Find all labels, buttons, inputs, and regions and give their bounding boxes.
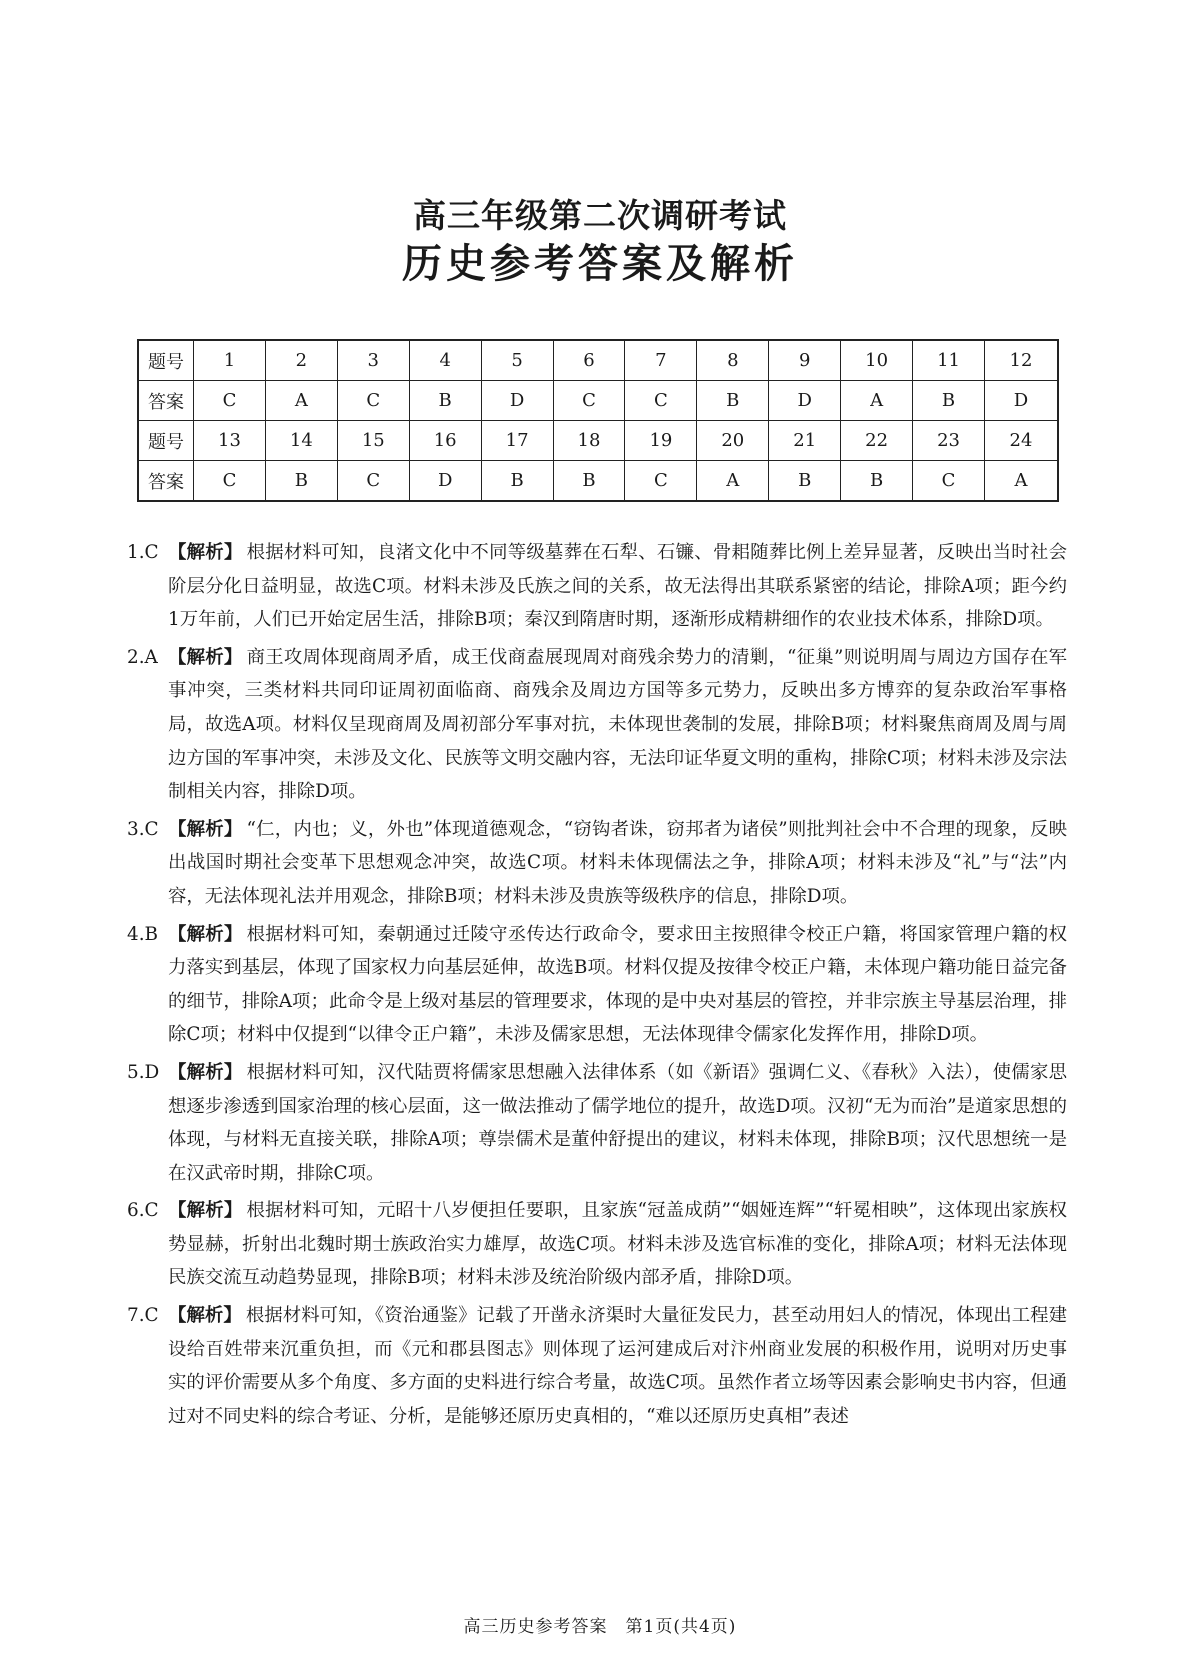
answer-table [137, 339, 1059, 502]
answer-cell: C [337, 381, 409, 421]
answer-cell: C [553, 381, 625, 421]
analysis-label: 【解析】 [168, 1200, 243, 1222]
item-number: 7.C [127, 1305, 159, 1327]
analysis-label: 【解析】 [168, 646, 243, 668]
item-text: 根据材料可知，秦朝通过迁陵守丞传达行政命令，要求田主按照律令校正户籍，将国家管理户籍的权力落实到基层，体现了国家权力向基层延伸，故选B项。材料仅提及按律令校正户籍，未体现户籍功能日益完备的细节，排除A项；此命令是上级对基层的管理要求，体现的是中央对基层的管控，并非宗族主导基层治理，排除C项；材料中仅提到“以律令正户籍”，未涉及儒家思想，无法体现律令儒家化发挥作用，排除D项。 [168, 923, 1067, 1046]
analysis-item [127, 641, 1067, 809]
item-text: 根据材料可知，《资治通鉴》记载了开凿永济渠时大量征发民力，甚至动用妇人的情况，体现出工程建设给百姓带来沉重负担，而《元和郡县图志》则体现了运河建成后对汴州商业发展的积极作用，说明对历史事实的评价需要从多个角度、多方面的史料进行综合考量，故选C项。虽然作者立场等因素会影响史书内容，但通过对不同史料的综合考证、分析，是能够还原历史真相的，“难以还原历史真相”表述 [168, 1305, 1067, 1427]
document-subtitle: 历史参考答案及解析 [402, 240, 798, 287]
exam-title: 高三年级第二次调研考试 [413, 196, 787, 235]
answer-cell: A [841, 381, 913, 421]
page-footer: 高三历史参考答案 第1页(共4页) [463, 1617, 737, 1637]
answer-cell: D [984, 381, 1058, 421]
answer-cell: A [697, 461, 769, 502]
question-number-cell: 1 [194, 340, 266, 381]
question-number-cell: 15 [337, 421, 409, 461]
analysis-label: 【解析】 [168, 1305, 242, 1327]
question-number-cell: 22 [841, 421, 913, 461]
answer-cell: D [481, 381, 553, 421]
table-row-answers [138, 381, 1058, 421]
question-number-cell: 7 [625, 340, 697, 381]
answer-cell: A [984, 461, 1058, 502]
question-number-cell: 8 [697, 340, 769, 381]
row-label: 题号 [138, 421, 194, 461]
answer-cell: D [409, 461, 481, 502]
answer-cell: C [337, 461, 409, 502]
analysis-item [127, 536, 1067, 637]
question-number-cell: 3 [337, 340, 409, 381]
answer-cell: B [769, 461, 841, 502]
analysis-label: 【解析】 [168, 542, 243, 563]
question-number-cell: 24 [984, 421, 1058, 461]
row-label: 答案 [138, 461, 194, 502]
item-text: “仁，内也；义，外也”体现道德观念，“窃钩者诛，窃邦者为诸侯”则批判社会中不合理的现象，反映出战国时期社会变革下思想观念冲突，故选C项。材料未体现儒法之争，排除A项；材料未涉及“礼”与“法”内容，无法体现礼法并用观念，排除B项；材料未涉及贵族等级秩序的信息，排除D项。 [168, 818, 1067, 907]
answer-cell: B [409, 381, 481, 421]
analysis-label: 【解析】 [168, 818, 243, 840]
question-number-cell: 4 [409, 340, 481, 381]
answer-cell: A [265, 381, 337, 421]
item-text: 商王攻周体现商周矛盾，成王伐商盍展现周对商残余势力的清剿，“征巢”则说明周与周边方国存在军事冲突，三类材料共同印证周初面临商、商残余及周边方国等多元势力，反映出多方博弈的复杂政治军事格局，故选A项。材料仅呈现商周及周初部分军事对抗，未体现世袭制的发展，排除B项；材料聚焦商周及周与周边方国的军事冲突，未涉及文化、民族等文明交融内容，无法印证华夏文明的重构，排除C项；材料未涉及宗法制相关内容，排除D项。 [168, 646, 1067, 803]
question-number-cell: 10 [841, 340, 913, 381]
question-number-cell: 14 [265, 421, 337, 461]
row-label: 题号 [138, 340, 194, 381]
item-number: 6.C [127, 1200, 159, 1222]
analysis-item [127, 1056, 1067, 1190]
question-number-cell: 20 [697, 421, 769, 461]
answer-cell: B [265, 461, 337, 502]
item-number: 2.A [127, 646, 158, 668]
answer-cell: C [625, 381, 697, 421]
answer-cell: B [913, 381, 985, 421]
question-number-cell: 9 [769, 340, 841, 381]
answer-cell: C [913, 461, 985, 502]
question-number-cell: 23 [913, 421, 985, 461]
question-number-cell: 19 [625, 421, 697, 461]
analysis-item [127, 1194, 1067, 1295]
item-text: 根据材料可知，良渚文化中不同等级墓葬在石犁、石镰、骨耜随葬比例上差异显著，反映出当时社会阶层分化日益明显，故选C项。材料未涉及氏族之间的关系，故无法得出其联系紧密的结论，排除A项；距今约1万年前，人们已开始定居生活，排除B项；秦汉到隋唐时期，逐渐形成精耕细作的农业技术体系，排除D项。 [168, 542, 1067, 631]
question-number-cell: 17 [481, 421, 553, 461]
analysis-item [127, 1299, 1067, 1433]
question-number-cell: 6 [553, 340, 625, 381]
answer-cell: C [194, 381, 266, 421]
question-number-cell: 11 [913, 340, 985, 381]
item-text: 根据材料可知，汉代陆贾将儒家思想融入法律体系（如《新语》强调仁义、《春秋》入法），使儒家思想逐步渗透到国家治理的核心层面，这一做法推动了儒学地位的提升，故选D项。汉初“无为而治”是道家思想的体现，与材料无直接关联，排除A项；尊崇儒术是董仲舒提出的建议，材料未体现，排除B项；汉代思想统一是在汉武帝时期，排除C项。 [168, 1061, 1067, 1184]
question-number-cell: 21 [769, 421, 841, 461]
answer-cell: B [553, 461, 625, 502]
item-number: 5.D [127, 1061, 160, 1083]
question-number-cell: 16 [409, 421, 481, 461]
analysis-item [127, 813, 1067, 914]
item-number: 4.B [127, 923, 159, 945]
answer-cell: B [697, 381, 769, 421]
answer-cell: D [769, 381, 841, 421]
analysis-label: 【解析】 [168, 1061, 243, 1083]
table-row-numbers [138, 340, 1058, 381]
question-number-cell: 12 [984, 340, 1058, 381]
item-number: 1.C [127, 542, 159, 563]
item-number: 3.C [127, 818, 159, 840]
table-row-answers [138, 461, 1058, 502]
question-number-cell: 13 [194, 421, 266, 461]
analysis-label: 【解析】 [168, 923, 243, 945]
answer-cell: C [625, 461, 697, 502]
row-label: 答案 [138, 381, 194, 421]
table-row-numbers [138, 421, 1058, 461]
answer-cell: C [194, 461, 266, 502]
answer-cell: B [481, 461, 553, 502]
analysis-body [127, 536, 1067, 1437]
item-text: 根据材料可知，元昭十八岁便担任要职，且家族“冠盖成荫”“姻娅连辉”“轩冕相映”，这体现出家族权势显赫，折射出北魏时期士族政治实力雄厚，故选C项。材料未涉及选官标准的变化，排除A项；材料无法体现民族交流互动趋势显现，排除B项；材料未涉及统治阶级内部矛盾，排除D项。 [168, 1200, 1067, 1289]
question-number-cell: 2 [265, 340, 337, 381]
question-number-cell: 5 [481, 340, 553, 381]
question-number-cell: 18 [553, 421, 625, 461]
analysis-item [127, 918, 1067, 1052]
answer-cell: B [841, 461, 913, 502]
